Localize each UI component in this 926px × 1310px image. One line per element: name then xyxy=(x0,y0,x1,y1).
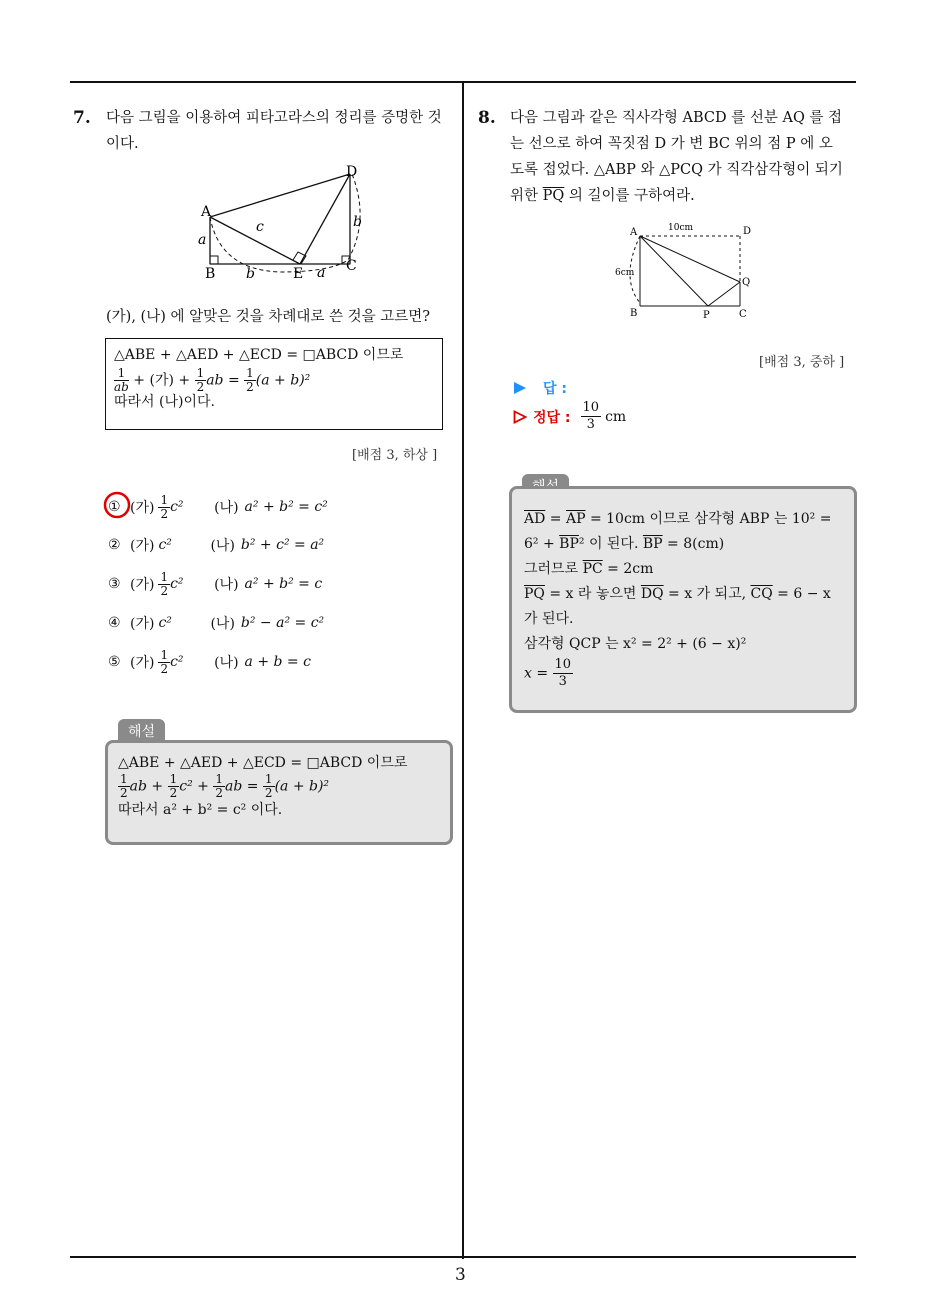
q8-sol-line4: $\overline{PQ} = x$ 라 놓으면 $\overline{DQ} = x$ 가 되고, $\overline{CQ} = 6 - x$ xyxy=(524,586,831,602)
q7-prompt: (가), (나) 에 알맞은 것을 차례대로 쓴 것을 고르면? xyxy=(106,309,431,325)
q7-choices xyxy=(108,488,448,682)
q7-sol-line2: $\frac{1}{2}$ ab + $\frac{1}{2}$ c² + $\frac{1}{2}$ ab = $\frac{1}{2}$ (a + b)² xyxy=(120,772,330,800)
q8-text-line2: 는 선으로 하여 꼭짓점 D 가 변 BC 위의 점 P 에 오 xyxy=(510,136,833,152)
q8-line-PQ xyxy=(708,282,740,306)
q7-choice-4[interactable]: ④ (가) c² (나) b² − a² = c² xyxy=(108,615,325,632)
q8-sol-line7: x = $\frac{10}{3}$ xyxy=(524,657,572,689)
q7-label-D: D xyxy=(346,164,358,180)
q7-box-frac3: $\frac{1}{2}$ xyxy=(246,366,254,394)
q7-box-line3: 따라서 (나)이다. xyxy=(114,394,215,410)
q8-label-A: A xyxy=(630,227,638,238)
q8-line-AQ xyxy=(640,236,740,282)
q8-line-AP xyxy=(640,236,708,306)
q8-label-C: C xyxy=(739,309,747,320)
q7-answer-circle-icon xyxy=(102,490,132,520)
q7-label-c: c xyxy=(256,219,264,235)
q8-text-line4: 위한 $\overline{PQ}$ 의 길이를 구하여라. xyxy=(510,188,695,204)
q8-sol-line5: 가 된다. xyxy=(524,611,574,627)
q7-label-A: A xyxy=(201,204,212,220)
column-divider xyxy=(462,81,464,1259)
q7-choice-2[interactable]: ② (가) c² (나) b² + c² = a² xyxy=(108,537,325,554)
bottom-rule xyxy=(70,1256,856,1258)
q7-box-line2: $\frac{1}{ab}$ + (가) + $\frac{1}{2}$ ab = $\frac{1}{2}$ (a + b)² xyxy=(114,366,311,394)
q7-choice-5[interactable]: ⑤ (가) $\frac{1}{2}$ c² (나) a + b = c xyxy=(108,647,311,676)
q7-label-E: E xyxy=(293,266,304,282)
q8-label-left-length: 6cm xyxy=(615,268,635,278)
q7-label-b-bottom: b xyxy=(246,266,255,282)
q8-sol-line3: 그러므로 $\overline{PC} = 2cm$ xyxy=(524,561,654,577)
outline-play-icon xyxy=(513,410,527,424)
q8-label-B: B xyxy=(630,308,638,319)
q7-box-frac1: $\frac{1}{ab}$ xyxy=(114,366,129,394)
q8-text xyxy=(510,105,860,209)
q8-label-D: D xyxy=(743,226,752,237)
q7-line-AE xyxy=(210,217,300,264)
q8-solution-box xyxy=(509,486,857,713)
q7-solution-box xyxy=(105,740,453,845)
q7-score: [배점 3, 하상 ] xyxy=(352,448,438,463)
q7-label-a-left: a xyxy=(198,232,207,248)
q7-number: 7. xyxy=(73,108,91,128)
q7-sol-line3: 따라서 a² + b² = c² 이다. xyxy=(118,802,283,818)
q7-label-B: B xyxy=(205,266,216,282)
q8-label-Q: Q xyxy=(742,277,751,288)
q7-choice-3[interactable]: ③ (가) $\frac{1}{2}$ c² (나) a² + b² = c xyxy=(108,569,323,598)
q7-right-angle-B xyxy=(210,256,218,264)
q8-correct-row xyxy=(513,400,626,433)
q7-box-line1: △ABE + △AED + △ECD = □ABCD 이므로 xyxy=(114,347,404,363)
q8-figure xyxy=(610,218,760,323)
q8-correct-fraction: $\frac{10}{3}$ xyxy=(582,400,600,432)
play-icon xyxy=(513,381,527,395)
q8-correct-unit: cm xyxy=(605,408,627,425)
q8-sol-line1: $\overline{AD} = \overline{AP} = 10cm$ 이므로 삼각형 ABP 는 10² = xyxy=(524,511,832,527)
q7-text-line2: 이다. xyxy=(106,136,139,152)
q7-dashed-arc xyxy=(210,174,360,272)
q7-label-a-bottom: a xyxy=(317,265,326,281)
q8-sol-line6: 삼각형 QCP 는 x² = 2² + (6 − x)² xyxy=(524,636,747,652)
q8-label-top-length: 10cm xyxy=(668,223,694,233)
q8-answer-label: 답 : xyxy=(543,381,567,397)
page-number: 3 xyxy=(455,1265,466,1285)
q8-sol-line2: $6^2 + \overline{BP}^2$ 이 된다. $\overline{BP} = 8(cm)$ xyxy=(524,536,725,552)
q7-condition-box xyxy=(105,338,443,430)
q7-text xyxy=(106,105,456,157)
q7-figure xyxy=(190,160,370,285)
q8-text-line3: 도록 접었다. △ABP 와 △PCQ 가 직각삼각형이 되기 xyxy=(510,162,843,178)
q7-solution-tag: 해설 xyxy=(118,719,165,743)
q7-sol-line1: △ABE + △AED + △ECD = □ABCD 이므로 xyxy=(118,755,408,771)
q8-answer-row xyxy=(513,378,567,398)
q7-label-C: C xyxy=(346,258,357,274)
q8-text-line1: 다음 그림과 같은 직사각형 ABCD 를 선분 AQ 를 접 xyxy=(510,110,843,126)
q8-correct-label: 정답 : xyxy=(533,409,571,426)
q8-score: [배점 3, 중하 ] xyxy=(759,355,845,370)
q8-number: 8. xyxy=(478,108,496,128)
q8-label-P: P xyxy=(703,310,710,321)
q7-box-frac2: $\frac{1}{2}$ xyxy=(196,366,205,394)
q7-choice-1[interactable]: ① (가) $\frac{1}{2}$ c² (나) a² + b² = c² xyxy=(108,488,448,526)
q7-text-line1: 다음 그림을 이용하여 피타고라스의 정리를 증명한 것 xyxy=(106,110,442,126)
q7-label-b-right: b xyxy=(353,214,362,230)
